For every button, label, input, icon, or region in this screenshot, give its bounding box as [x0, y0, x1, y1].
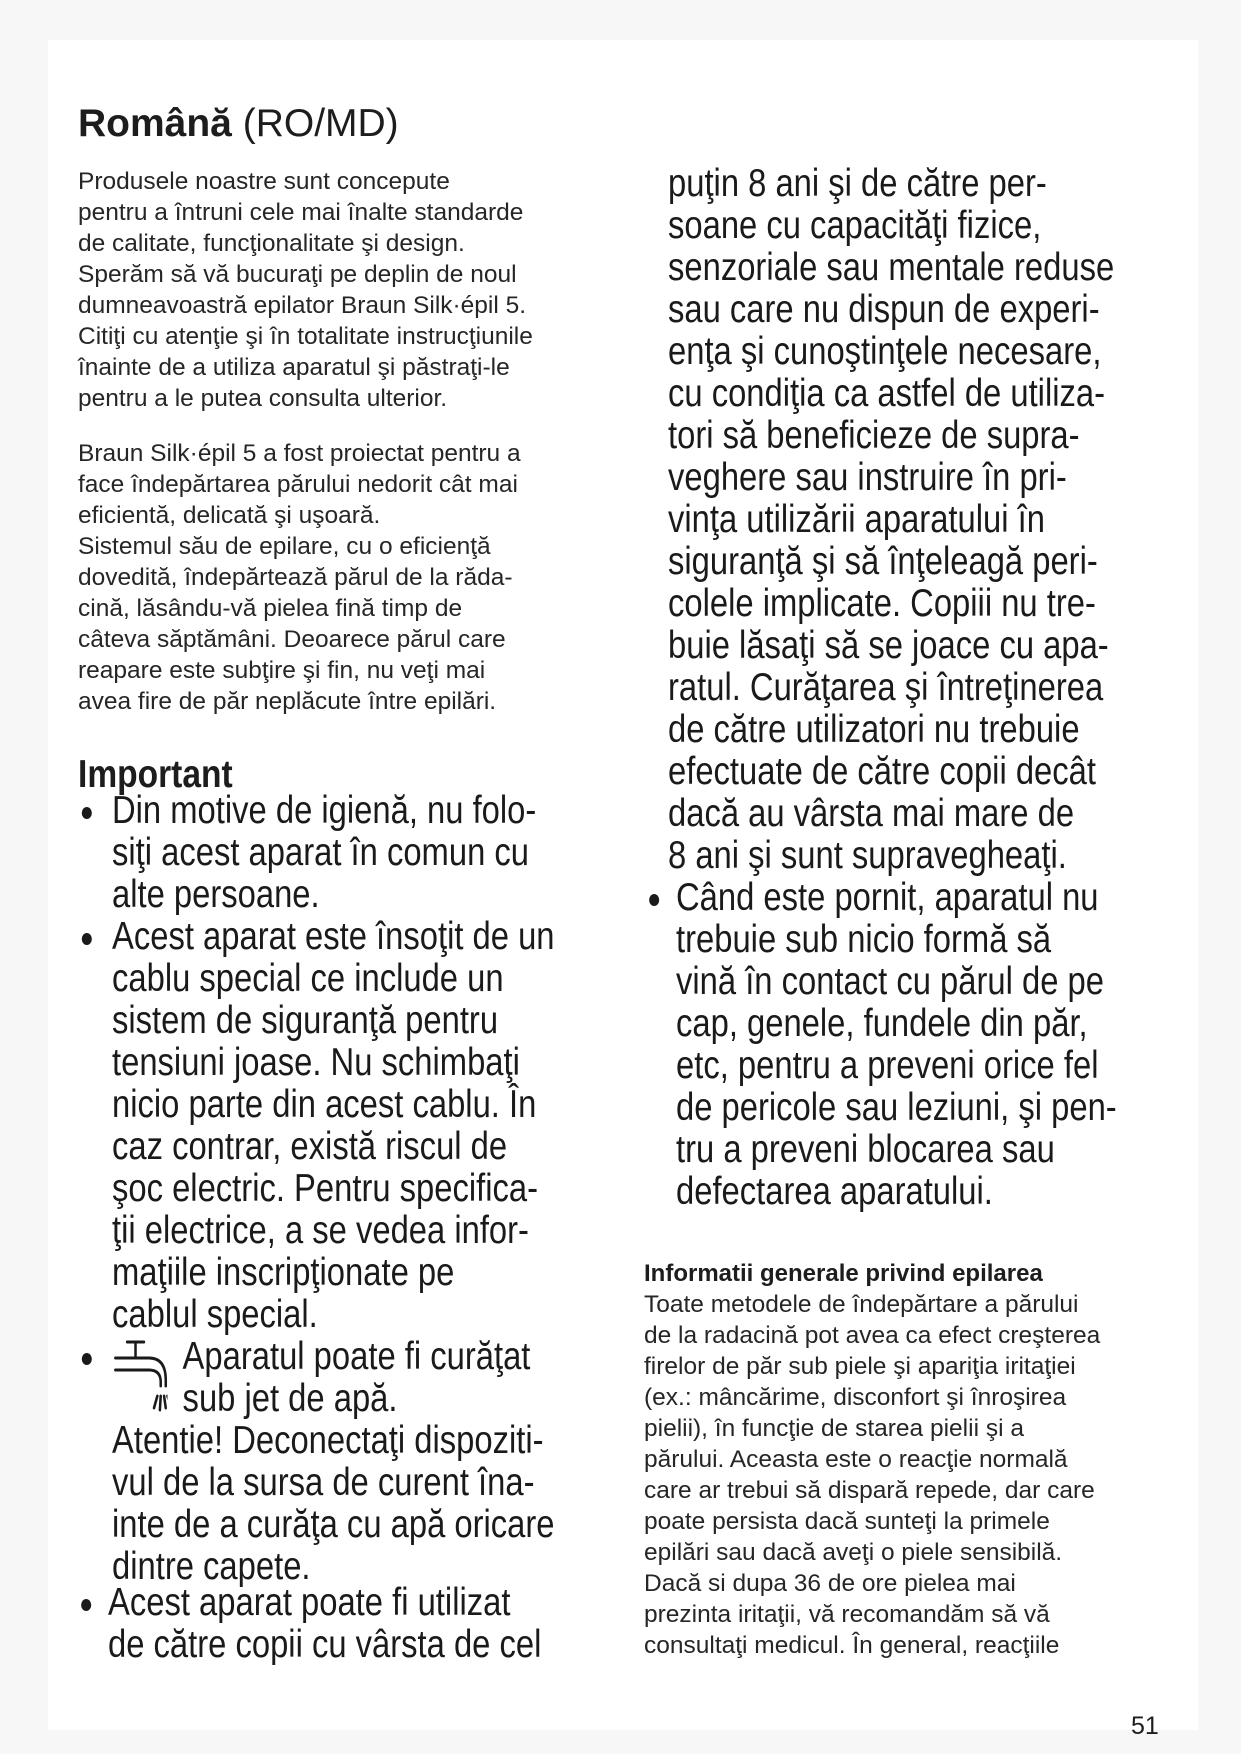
text-line: Dacă si dupa 36 de ore pielea mai — [644, 1570, 1016, 1597]
important-heading: Important — [78, 753, 233, 796]
text-line: dintre capete. — [112, 1545, 311, 1588]
text-line: tru a preveni blocarea sau — [676, 1128, 1055, 1171]
info-paragraph — [644, 1289, 1184, 1661]
text-line: defectarea aparatului. — [676, 1170, 993, 1213]
intro-paragraph-2 — [78, 438, 618, 717]
text-line: Citiţi cu atenţie şi în totalitate instrucţiunile — [78, 323, 533, 350]
text-line: care ar trebui să dispară repede, dar care — [644, 1477, 1095, 1504]
faucet-icon — [112, 1338, 167, 1418]
bullet-dot — [82, 807, 92, 819]
text-line: inte de a curăţa cu apă oricare — [112, 1503, 555, 1546]
text-line: de pericole sau leziuni, şi pen- — [676, 1086, 1117, 1129]
text-line: vină în contact cu părul de pe — [676, 960, 1104, 1003]
text-line: etc, pentru a preveni orice fel — [676, 1044, 1099, 1087]
text-line: şoc electric. Pentru specifica- — [112, 1167, 539, 1210]
text-line: de calitate, funcţionalitate şi design. — [78, 230, 465, 257]
text-line: poate persista dacă sunteţi la primele — [644, 1508, 1050, 1535]
text-line: buie lăsaţi să se joace cu apa- — [668, 624, 1109, 667]
text-line: siţi acest aparat în comun cu — [112, 831, 529, 874]
bullet-dot — [82, 1353, 92, 1365]
text-line: enţa şi cunoştinţele necesare, — [668, 330, 1102, 373]
important-list-right — [676, 877, 1117, 1213]
text-line: pentru a le putea consulta ulterior. — [78, 385, 448, 412]
text-line: avea fire de păr neplăcute între epilări. — [78, 688, 497, 715]
text-line: Sistemul său de epilare, cu o eficienţă — [78, 533, 491, 560]
text-line: Din motive de igienă, nu folo- — [112, 789, 537, 832]
text-line: tori să beneficieze de supra- — [668, 414, 1080, 457]
text-line: ţii electrice, a se vedea infor- — [112, 1209, 529, 1252]
text-line: de către copii cu vârsta de cel — [108, 1623, 542, 1666]
bullet-children — [108, 1582, 541, 1666]
bullet-children-continued — [668, 163, 1114, 877]
text-line: Acest aparat este însoţit de un — [112, 915, 555, 958]
text-line: colele implicate. Copiii nu tre- — [668, 582, 1096, 625]
text-line: Produsele noastre sunt concepute — [78, 168, 450, 195]
text-line: nicio parte din acest cablu. În — [112, 1083, 537, 1126]
text-line: maţiile inscripţionate pe — [112, 1251, 455, 1294]
text-line: vul de la sursa de curent îna- — [112, 1461, 535, 1504]
page-number: 51 — [1131, 1712, 1159, 1740]
intro-paragraph-1 — [78, 166, 618, 414]
text-line: de la radacină pot avea ca efect creşterea — [644, 1322, 1101, 1349]
bullet-children-start — [108, 1582, 541, 1666]
text-line: Sperăm să vă bucuraţi pe deplin de noul — [78, 261, 517, 288]
bullet-dot — [81, 1599, 91, 1611]
text-line: vinţa utilizării aparatului în — [668, 498, 1045, 541]
text-line: cablul special. — [112, 1293, 318, 1336]
text-line: reapare este subţire şi fin, nu veţi mai — [78, 657, 486, 684]
text-line: sub jet de apă. — [182, 1377, 398, 1420]
text-line: senzoriale sau mentale reduse — [668, 246, 1115, 289]
text-line: siguranţă şi să înţeleagă peri- — [668, 540, 1098, 583]
text-line: Acest aparat poate fi utilizat — [108, 1581, 511, 1624]
page-title — [78, 100, 399, 148]
text-line: caz contrar, există riscul de — [112, 1125, 508, 1168]
text-line: veghere sau instruire în pri- — [668, 456, 1067, 499]
bullet-dot — [82, 933, 92, 945]
bullet-dot — [649, 894, 659, 906]
text-line: pentru a întruni cele mai înalte standarde — [78, 199, 524, 226]
text-line: părului. Aceasta este o reacţie normală — [644, 1446, 1068, 1473]
text-line: Când este pornit, aparatul nu — [676, 876, 1099, 919]
text-line: pielii), în funcţie de starea pielii şi a — [644, 1415, 1024, 1442]
text-line: alte persoane. — [112, 873, 320, 916]
text-line: Atentie! Deconectaţi dispoziti- — [112, 1419, 544, 1462]
text-line: Toate metodele de îndepărtare a părului — [644, 1291, 1079, 1318]
text-line: firelor de păr sub piele şi apariţia iritaţiei — [644, 1353, 1076, 1380]
text-line: de către utilizatori nu trebuie — [668, 708, 1080, 751]
title-region: (RO/MD) — [231, 102, 399, 145]
bullet-special-cable — [112, 916, 555, 1336]
text-line: înainte de a utiliza aparatul şi păstraţi-le — [78, 354, 510, 381]
title-language: Română — [78, 102, 232, 145]
text-line: eficientă, delicată şi uşoară. — [78, 502, 381, 529]
text-line: soane cu capacităţi fizice, — [668, 204, 1042, 247]
text-line: efectuate de către copii decât — [668, 750, 1096, 793]
text-line: sau care nu dispun de experi- — [668, 288, 1100, 331]
text-line: Aparatul poate fi curăţat — [182, 1335, 531, 1378]
text-line: cină, lăsându-vă pielea fină timp de — [78, 595, 463, 622]
text-line: ratul. Curăţarea şi întreţinerea — [668, 666, 1104, 709]
text-line: epilări sau dacă aveţi o piele sensibilă. — [644, 1539, 1063, 1566]
text-line: puţin 8 ani şi de către per- — [668, 162, 1047, 205]
text-line: sistem de siguranţă pentru — [112, 999, 499, 1042]
text-line: consultaţi medicul. În general, reacţiile — [644, 1632, 1060, 1659]
text-line: dumneavoastră epilator Braun Silk·épil 5. — [78, 292, 527, 319]
text-line: face îndepărtarea părului nedorit cât mai — [78, 471, 518, 498]
text-line: Braun Silk·épil 5 a fost proiectat pentru a — [78, 440, 521, 467]
important-list-left — [112, 790, 555, 1588]
text-line: cablu special ce include un — [112, 957, 504, 1000]
text-line: câteva săptămâni. Deoarece părul care — [78, 626, 506, 653]
text-line: cu condiţia ca astfel de utiliza- — [668, 372, 1106, 415]
text-line: tensiuni joase. Nu schimbaţi — [112, 1041, 520, 1084]
bullet-water-cleaning — [112, 1336, 555, 1588]
text-line: (ex.: mâncărime, disconfort şi înroşirea — [644, 1384, 1067, 1411]
text-line: prezinta iritaţii, vă recomandăm să vă — [644, 1601, 1050, 1628]
text-line: dacă au vârsta mai mare de — [668, 792, 1075, 835]
text-line: trebuie sub nicio formă să — [676, 918, 1052, 961]
bullet-hygiene — [112, 790, 555, 916]
text-line: dovedită, îndepărtează părul de la răda- — [78, 564, 513, 591]
info-heading: Informatii generale privind epilarea — [644, 1260, 1043, 1287]
text-line: cap, genele, fundele din păr, — [676, 1002, 1088, 1045]
text-line: 8 ani şi sunt supravegheaţi. — [668, 834, 1067, 877]
faucet-row — [112, 1336, 555, 1420]
bullet-hair-contact — [676, 877, 1117, 1213]
